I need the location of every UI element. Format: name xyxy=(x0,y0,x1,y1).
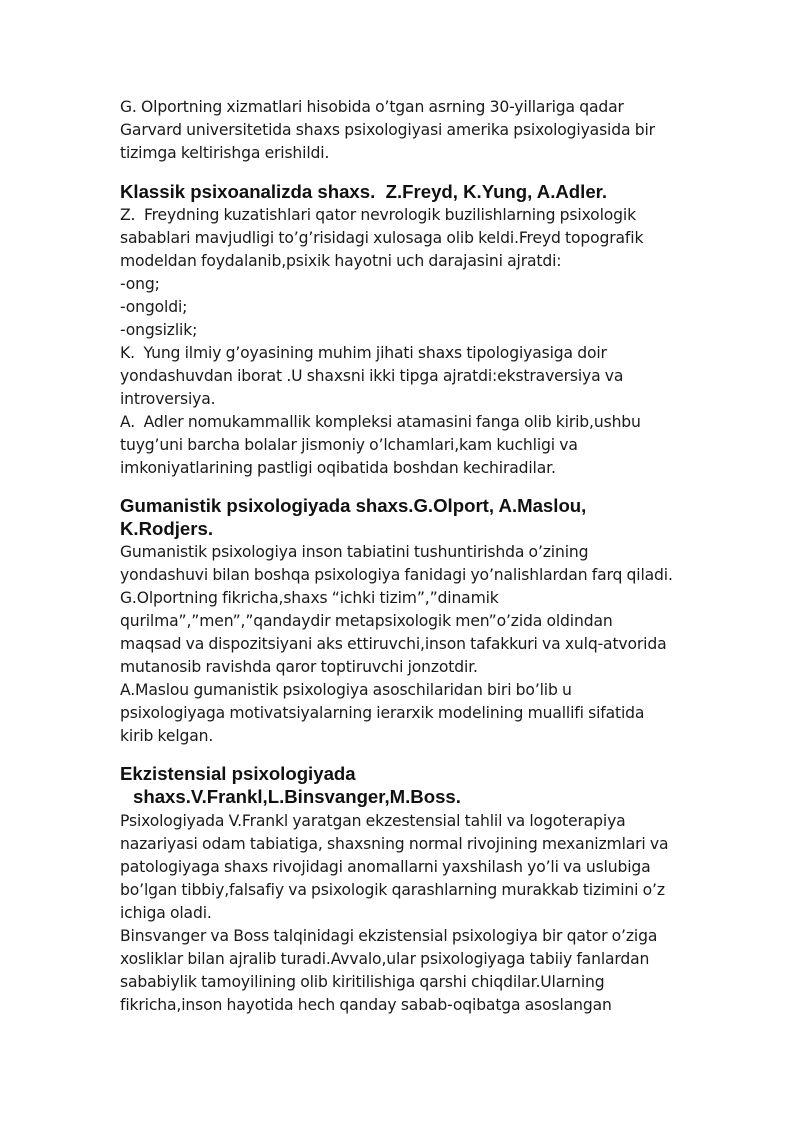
intro-paragraph xyxy=(120,96,680,165)
heading-line: K.Rodjers. xyxy=(120,518,213,539)
text-line: Gumanistik psixologiya inson tabiatini tushuntirishda o’zining xyxy=(120,543,589,561)
text-line: Z. Freydning kuzatishlari qator nevrologik buzilishlarning psixologik xyxy=(120,206,636,224)
text-line: Garvard universitetida shaxs psixologiyasi amerika psixologiyasida bir xyxy=(120,121,655,139)
text-line: modeldan foydalanib,psixik hayotni uch darajasini ajratdi: xyxy=(120,252,562,270)
text-line: Binsvanger va Boss talqinidagi ekzistensial psixologiya bir qator o’ziga xyxy=(120,927,658,945)
section-heading-existential xyxy=(120,762,680,808)
text-line: sababiylik tamoyilining olib kiritilishiga qarshi chiqdilar.Ularning xyxy=(120,973,605,991)
text-line: introversiya. xyxy=(120,390,216,408)
heading-line: Ekzistensial psixologiyada xyxy=(120,763,356,784)
existential-paragraph xyxy=(120,810,680,1017)
document-body xyxy=(120,96,680,1017)
text-line: A.Maslou gumanistik psixologiya asoschilaridan biri bo’lib u xyxy=(120,681,572,699)
heading-line: Gumanistik psixologiyada shaxs.G.Olport, A.Maslou, xyxy=(120,495,587,516)
text-line: yondashuvdan iborat .U shaxsni ikki tipga ajratdi:ekstraversiya va xyxy=(120,367,624,385)
text-line: bo’lgan tibbiy,falsafiy va psixologik qarashlarning murakkab tizimini o’z xyxy=(120,881,665,899)
classic-paragraph xyxy=(120,204,680,480)
text-line: maqsad va dispozitsiyani aks ettiruvchi,inson tafakkuri va xulq-atvorida xyxy=(120,635,667,653)
section-heading-classic xyxy=(120,180,680,203)
text-line: sabablari mavjudligi to’g’risidagi xulosaga olib keldi.Freyd topografik xyxy=(120,229,644,247)
text-line: fikricha,inson hayotida hech qanday sabab-oqibatga asoslangan xyxy=(120,996,612,1014)
text-line: K. Yung ilmiy g’oyasining muhim jihati shaxs tipologiyasiga doir xyxy=(120,344,607,362)
text-line: kirib kelgan. xyxy=(120,727,214,745)
humanistic-paragraph xyxy=(120,541,680,748)
text-line: G.Olportning fikricha,shaxs “ichki tizim”,”dinamik xyxy=(120,589,499,607)
text-line: A. Adler nomukammallik kompleksi atamasini fanga olib kirib,ushbu xyxy=(120,413,641,431)
text-line: nazariyasi odam tabiatiga, shaxsning normal rivojining mexanizmlari va xyxy=(120,835,669,853)
text-line: patologiyaga shaxs rivojidagi anomallarni yaxshilash yo’li va uslubiga xyxy=(120,858,651,876)
list-item-ongsizlik: -ongsizlik; xyxy=(120,321,198,339)
text-line: tizimga keltirishga erishildi. xyxy=(120,144,330,162)
text-line: psixologiyaga motivatsiyalarning ierarxik modelining muallifi sifatida xyxy=(120,704,645,722)
text-line: ichiga oladi. xyxy=(120,904,212,922)
section-heading-humanistic xyxy=(120,494,680,540)
text-line: tuyg’uni barcha bolalar jismoniy o’lchamlari,kam kuchligi va xyxy=(120,436,578,454)
text-line: mutanosib ravishda qaror toptiruvchi jonzotdir. xyxy=(120,658,478,676)
text-line: imkoniyatlarining pastligi oqibatida boshdan kechiradilar. xyxy=(120,459,556,477)
text-line: yondashuvi bilan boshqa psixologiya fanidagi yo’nalishlardan farq qiladi. xyxy=(120,566,673,584)
list-item-ongoldi: -ongoldi; xyxy=(120,298,188,316)
heading-line: Klassik psixoanalizda shaxs. Z.Freyd, K.Yung, A.Adler. xyxy=(120,181,608,202)
text-line: qurilma”,”men”,”qandaydir metapsixologik men”o’zida oldindan xyxy=(120,612,613,630)
list-item-ong: -ong; xyxy=(120,275,160,293)
text-line: xosliklar bilan ajralib turadi.Avvalo,ular psixologiyaga tabiiy fanlardan xyxy=(120,950,650,968)
heading-line: shaxs.V.Frankl,L.Binsvanger,M.Boss. xyxy=(133,786,461,807)
text-line: Psixologiyada V.Frankl yaratgan ekzestensial tahlil va logoterapiya xyxy=(120,812,626,830)
text-line: G. Olportning xizmatlari hisobida o’tgan asrning 30-yillariga qadar xyxy=(120,98,624,116)
